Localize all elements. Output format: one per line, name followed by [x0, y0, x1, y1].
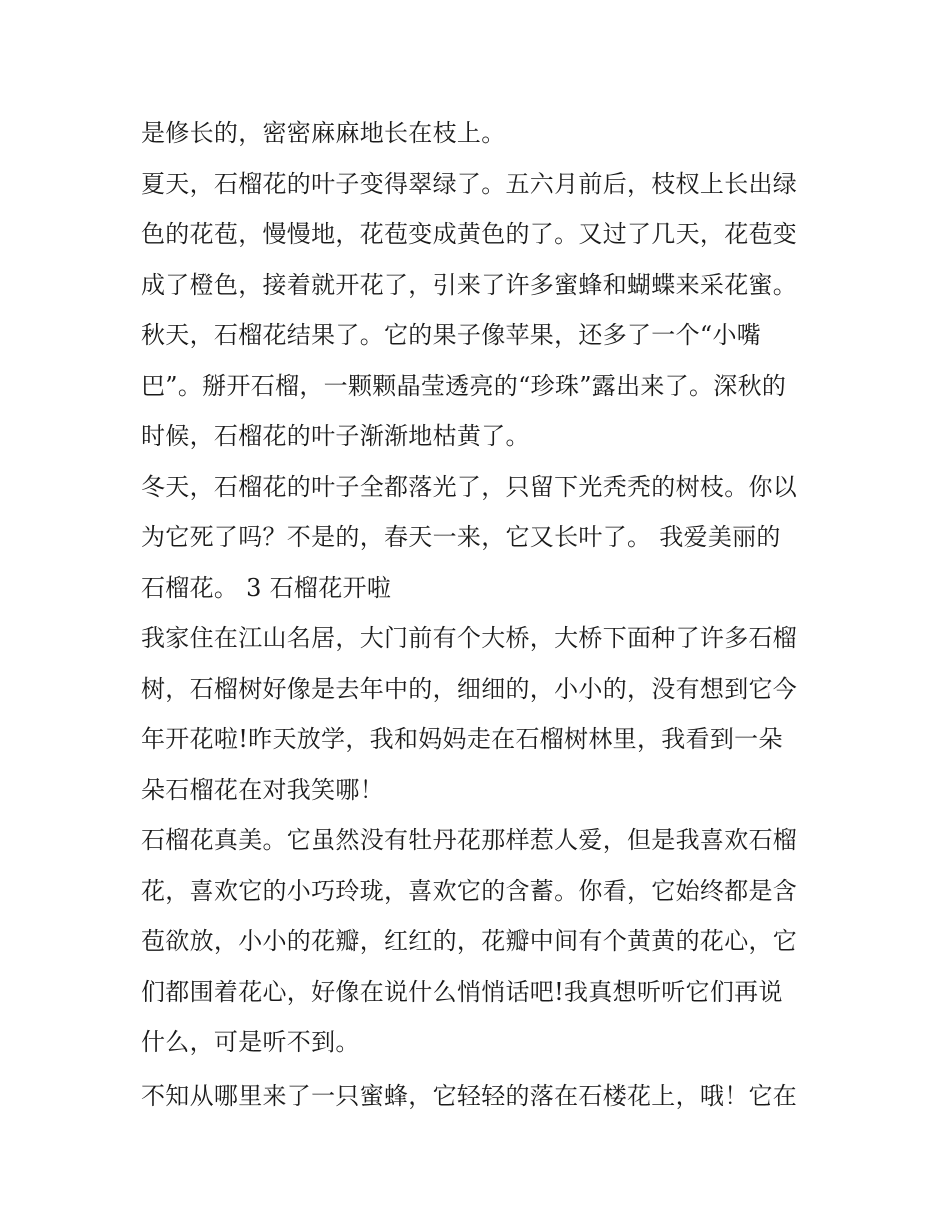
text-line: 为它死了吗？不是的，春天一来，它又长叶了。 我爱美丽的: [141, 523, 781, 551]
text-line: 我家住在江山名居，大门前有个大桥，大桥下面种了许多石榴: [141, 624, 798, 652]
body-text: [141, 108, 831, 1121]
text-line: 们都围着花心，好像在说什么悄悄话吧!我真想听听它们再说: [141, 977, 783, 1006]
text-line: 色的花苞，慢慢地，花苞变成黄色的了。又过了几天，花苞变: [141, 220, 798, 248]
text-line: 朵石榴花在对我笑哪！: [141, 775, 384, 804]
text-line: 巴”。掰开石榴，一颗颗晶莹透亮的“珍珠”露出来了。深秋的: [141, 371, 787, 400]
text-line: 时候，石榴花的叶子渐渐地枯黄了。: [141, 422, 530, 450]
text-line: 是修长的，密密麻麻地长在枝上。: [141, 119, 506, 147]
text-line: 什么，可是听不到。: [141, 1028, 360, 1056]
text-line: 石榴花真美。它虽然没有牡丹花那样惹人爱，但是我喜欢石榴: [141, 826, 798, 854]
text-line: 石榴花。 3 石榴花开啦: [141, 573, 392, 602]
text-line: 冬天，石榴花的叶子全都落光了，只留下光秃秃的树枝。你以: [141, 472, 798, 501]
text-line: 成了橙色，接着就开花了，引来了许多蜜蜂和蝴蝶来采花蜜。: [141, 270, 798, 299]
text-line: 苞欲放，小小的花瓣，红红的，花瓣中间有个黄黄的花心，它: [141, 927, 798, 955]
text-line: 树，石榴树好像是去年中的，细细的，小小的，没有想到它今: [141, 674, 798, 703]
text-line: 夏天，石榴花的叶子变得翠绿了。五六月前后，枝杈上长出绿: [141, 169, 798, 198]
text-line: 年开花啦!昨天放学，我和妈妈走在石榴树林里，我看到一朵: [141, 725, 783, 753]
text-line: 不知从哪里来了一只蜜蜂，它轻轻的落在石楼花上，哦！它在: [141, 1081, 798, 1110]
text-line: 秋天，石榴花结果了。它的果子像苹果，还多了一个“小嘴: [141, 321, 762, 349]
text-line: 花，喜欢它的小巧玲珑，喜欢它的含蓄。你看，它始终都是含: [141, 876, 798, 905]
